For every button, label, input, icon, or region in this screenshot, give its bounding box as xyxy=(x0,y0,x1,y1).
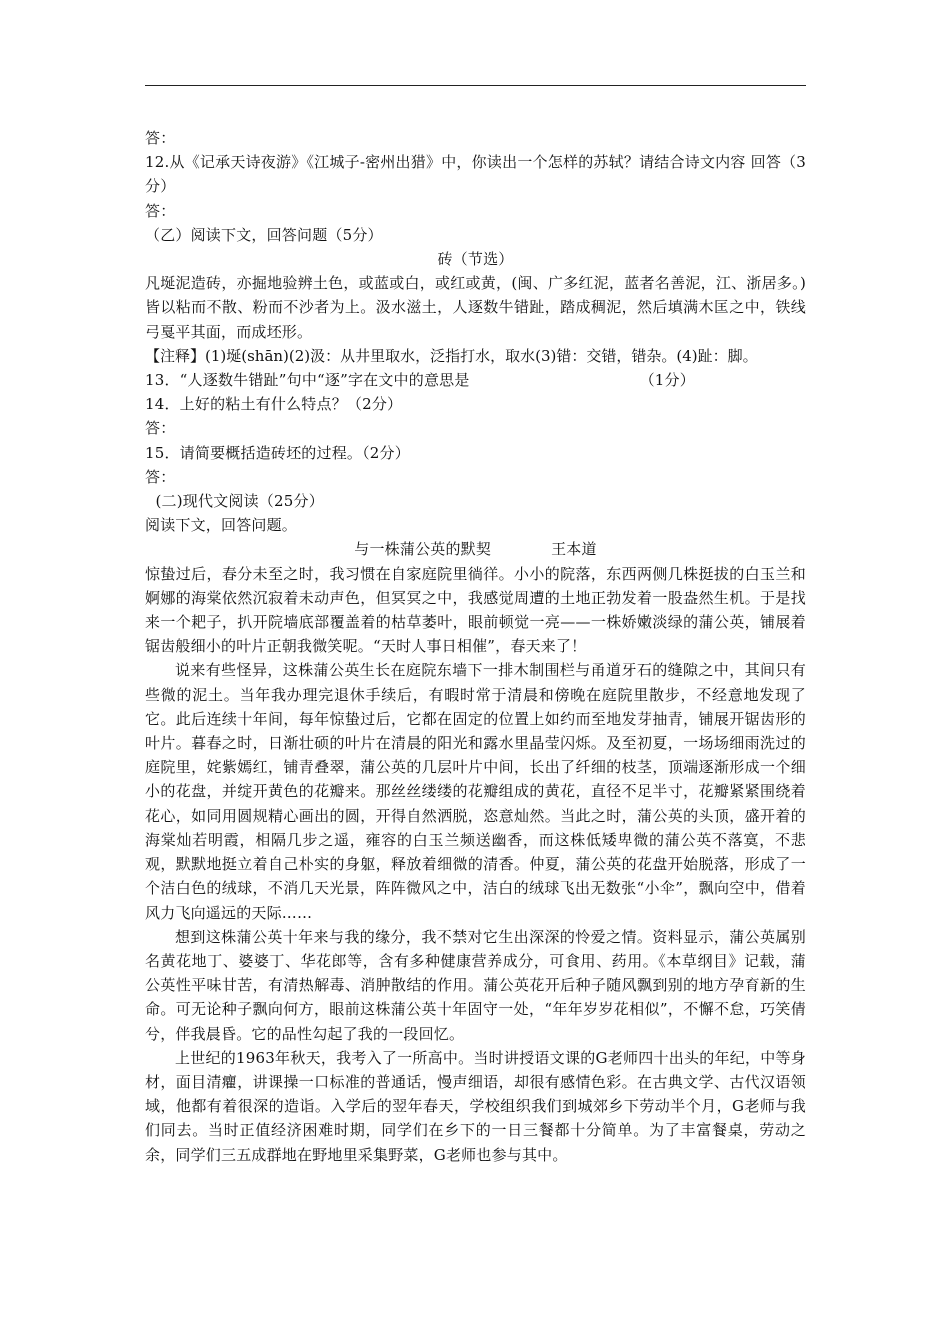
header-rule xyxy=(145,85,806,86)
document-body xyxy=(145,126,806,1167)
answer-line-11: 答： xyxy=(145,129,176,147)
zhuan-annotation: 【注释】(1)埏(shān)(2)汲：从井里取水，泛指打水，取水(3)错：交错，错杂。(4)趾：脚。 xyxy=(145,346,758,365)
answer-line-14: 答： xyxy=(145,419,176,438)
question-13-text: 13．“人逐数牛错趾”句中“逐”字在文中的意思是 xyxy=(145,371,470,390)
essay-author: 王本道 xyxy=(551,540,597,559)
question-14: 14．上好的粘土有什么特点？（2分） xyxy=(145,395,403,414)
question-13 xyxy=(145,368,806,392)
zhuan-text: 凡埏泥造砖，亦掘地验辨土色，或蓝或白，或红或黄，(闽、广多红泥，蓝者名善泥，江、浙居多。)皆以粘而不散、粉而不沙者为上。汲水滋土，人逐数牛错趾，踏成稠泥，然后填满木匡之中，铁线弓戛平其面，而成坯形。 xyxy=(145,274,806,341)
answer-line-15: 答： xyxy=(145,467,176,486)
essay-title: 与一株蒲公英的默契 xyxy=(354,540,492,559)
section-yi-heading: （乙）阅读下文，回答问题（5分） xyxy=(145,225,383,244)
reading-instruction: 阅读下文，回答问题。 xyxy=(145,516,298,535)
essay-paragraph-2: 说来有些怪异，这株蒲公英生长在庭院东墙下一排木制围栏与甬道牙石的缝隙之中，其间只有些微的泥土。当年我办理完退休手续后，有暇时常于清晨和傍晚在庭院里散步，不经意地发现了它。此后连续十年间，每年惊蛰过后，它都在固定的位置上如约而至地发芽抽青，铺展开锯齿形的叶片。暮春之时，日渐壮硕的叶片在清晨的阳光和露水里晶莹闪烁。及至初夏，一场场细雨洗过的庭院里，姹紫嫣红，铺青叠翠，蒲公英的几层叶片中间，长出了纤细的枝茎，顶端逐渐形成一个细小的花盘，并绽开黄色的花瓣来。那丝丝缕缕的花瓣组成的黄花，直径不足半寸，花瓣紧紧围绕着花心，如同用圆规精心画出的圆，开得自然洒脱，恣意灿然。当此之时，蒲公英的头顶，盛开着的海棠灿若明霞，相隔几步之遥，雍容的白玉兰频送幽香，而这株低矮卑微的蒲公英不落寞，不悲观，默默地挺立着自己朴实的身躯，释放着细微的清香。仲夏，蒲公英的花盘开始脱落，形成了一个洁白色的绒球，不消几天光景，阵阵微风之中，洁白的绒球飞出无数张“小伞”，飘向空中，借着风力飞向遥远的天际…… xyxy=(145,661,806,922)
question-13-score: （1分） xyxy=(639,371,695,390)
section-2-heading: (二)现代文阅读（25分） xyxy=(155,492,324,511)
zhuan-title: 砖（节选） xyxy=(437,250,514,269)
essay-paragraph-1: 惊蛰过后，春分未至之时，我习惯在自家庭院里徜徉。小小的院落，东西两侧几株挺拔的白玉兰和婀娜的海棠依然沉寂着未动声色，但冥冥之中，我感觉周遭的土地正勃发着一股盎然生机。于是找来一个耙子，扒开院墙底部覆盖着的枯草萎叶，眼前顿觉一亮——一株娇嫩淡绿的蒲公英，铺展着锯齿般细小的叶片正朝我微笑呢。“天时人事日相催”，春天来了！ xyxy=(145,564,806,656)
essay-paragraph-4: 上世纪的1963年秋天，我考入了一所高中。当时讲授语文课的G老师四十出头的年纪，中等身材，面目清癯，讲课操一口标准的普通话，慢声细语，却很有感情色彩。在古典文学、古代汉语领域，他都有着很深的造诣。入学后的翌年春天，学校组织我们到城郊乡下劳动半个月，G老师与我们同去。当时正值经济困难时期，同学们在乡下的一日三餐都十分简单。为了丰富餐桌，劳动之余，同学们三五成群地在野地里采集野菜，G老师也参与其中。 xyxy=(145,1048,806,1164)
question-15: 15．请简要概括造砖坯的过程。（2分） xyxy=(145,443,410,462)
answer-line-12: 答： xyxy=(145,201,176,220)
question-12: 12.从《记承天诗夜游》《江城子-密州出猎》中，你读出一个怎样的苏轼？请结合诗文内容 回答（3分） xyxy=(145,153,806,196)
essay-paragraph-3: 想到这株蒲公英十年来与我的缘分，我不禁对它生出深深的怜爱之情。资料显示，蒲公英属别名黄花地丁、婆婆丁、华花郎等，含有多种健康营养成分，可食用、药用。《本草纲目》记载，蒲公英性平味甘苦，有清热解毒、消肿散结的作用。蒲公英花开后种子随风飘到别的地方孕育新的生命。可无论种子飘向何方，眼前这株蒲公英十年固守一处，“年年岁岁花相似”，不懈不怠，巧笑倩兮，伴我晨昏。它的品性勾起了我的一段回忆。 xyxy=(145,927,806,1043)
essay-title-line xyxy=(145,537,806,561)
